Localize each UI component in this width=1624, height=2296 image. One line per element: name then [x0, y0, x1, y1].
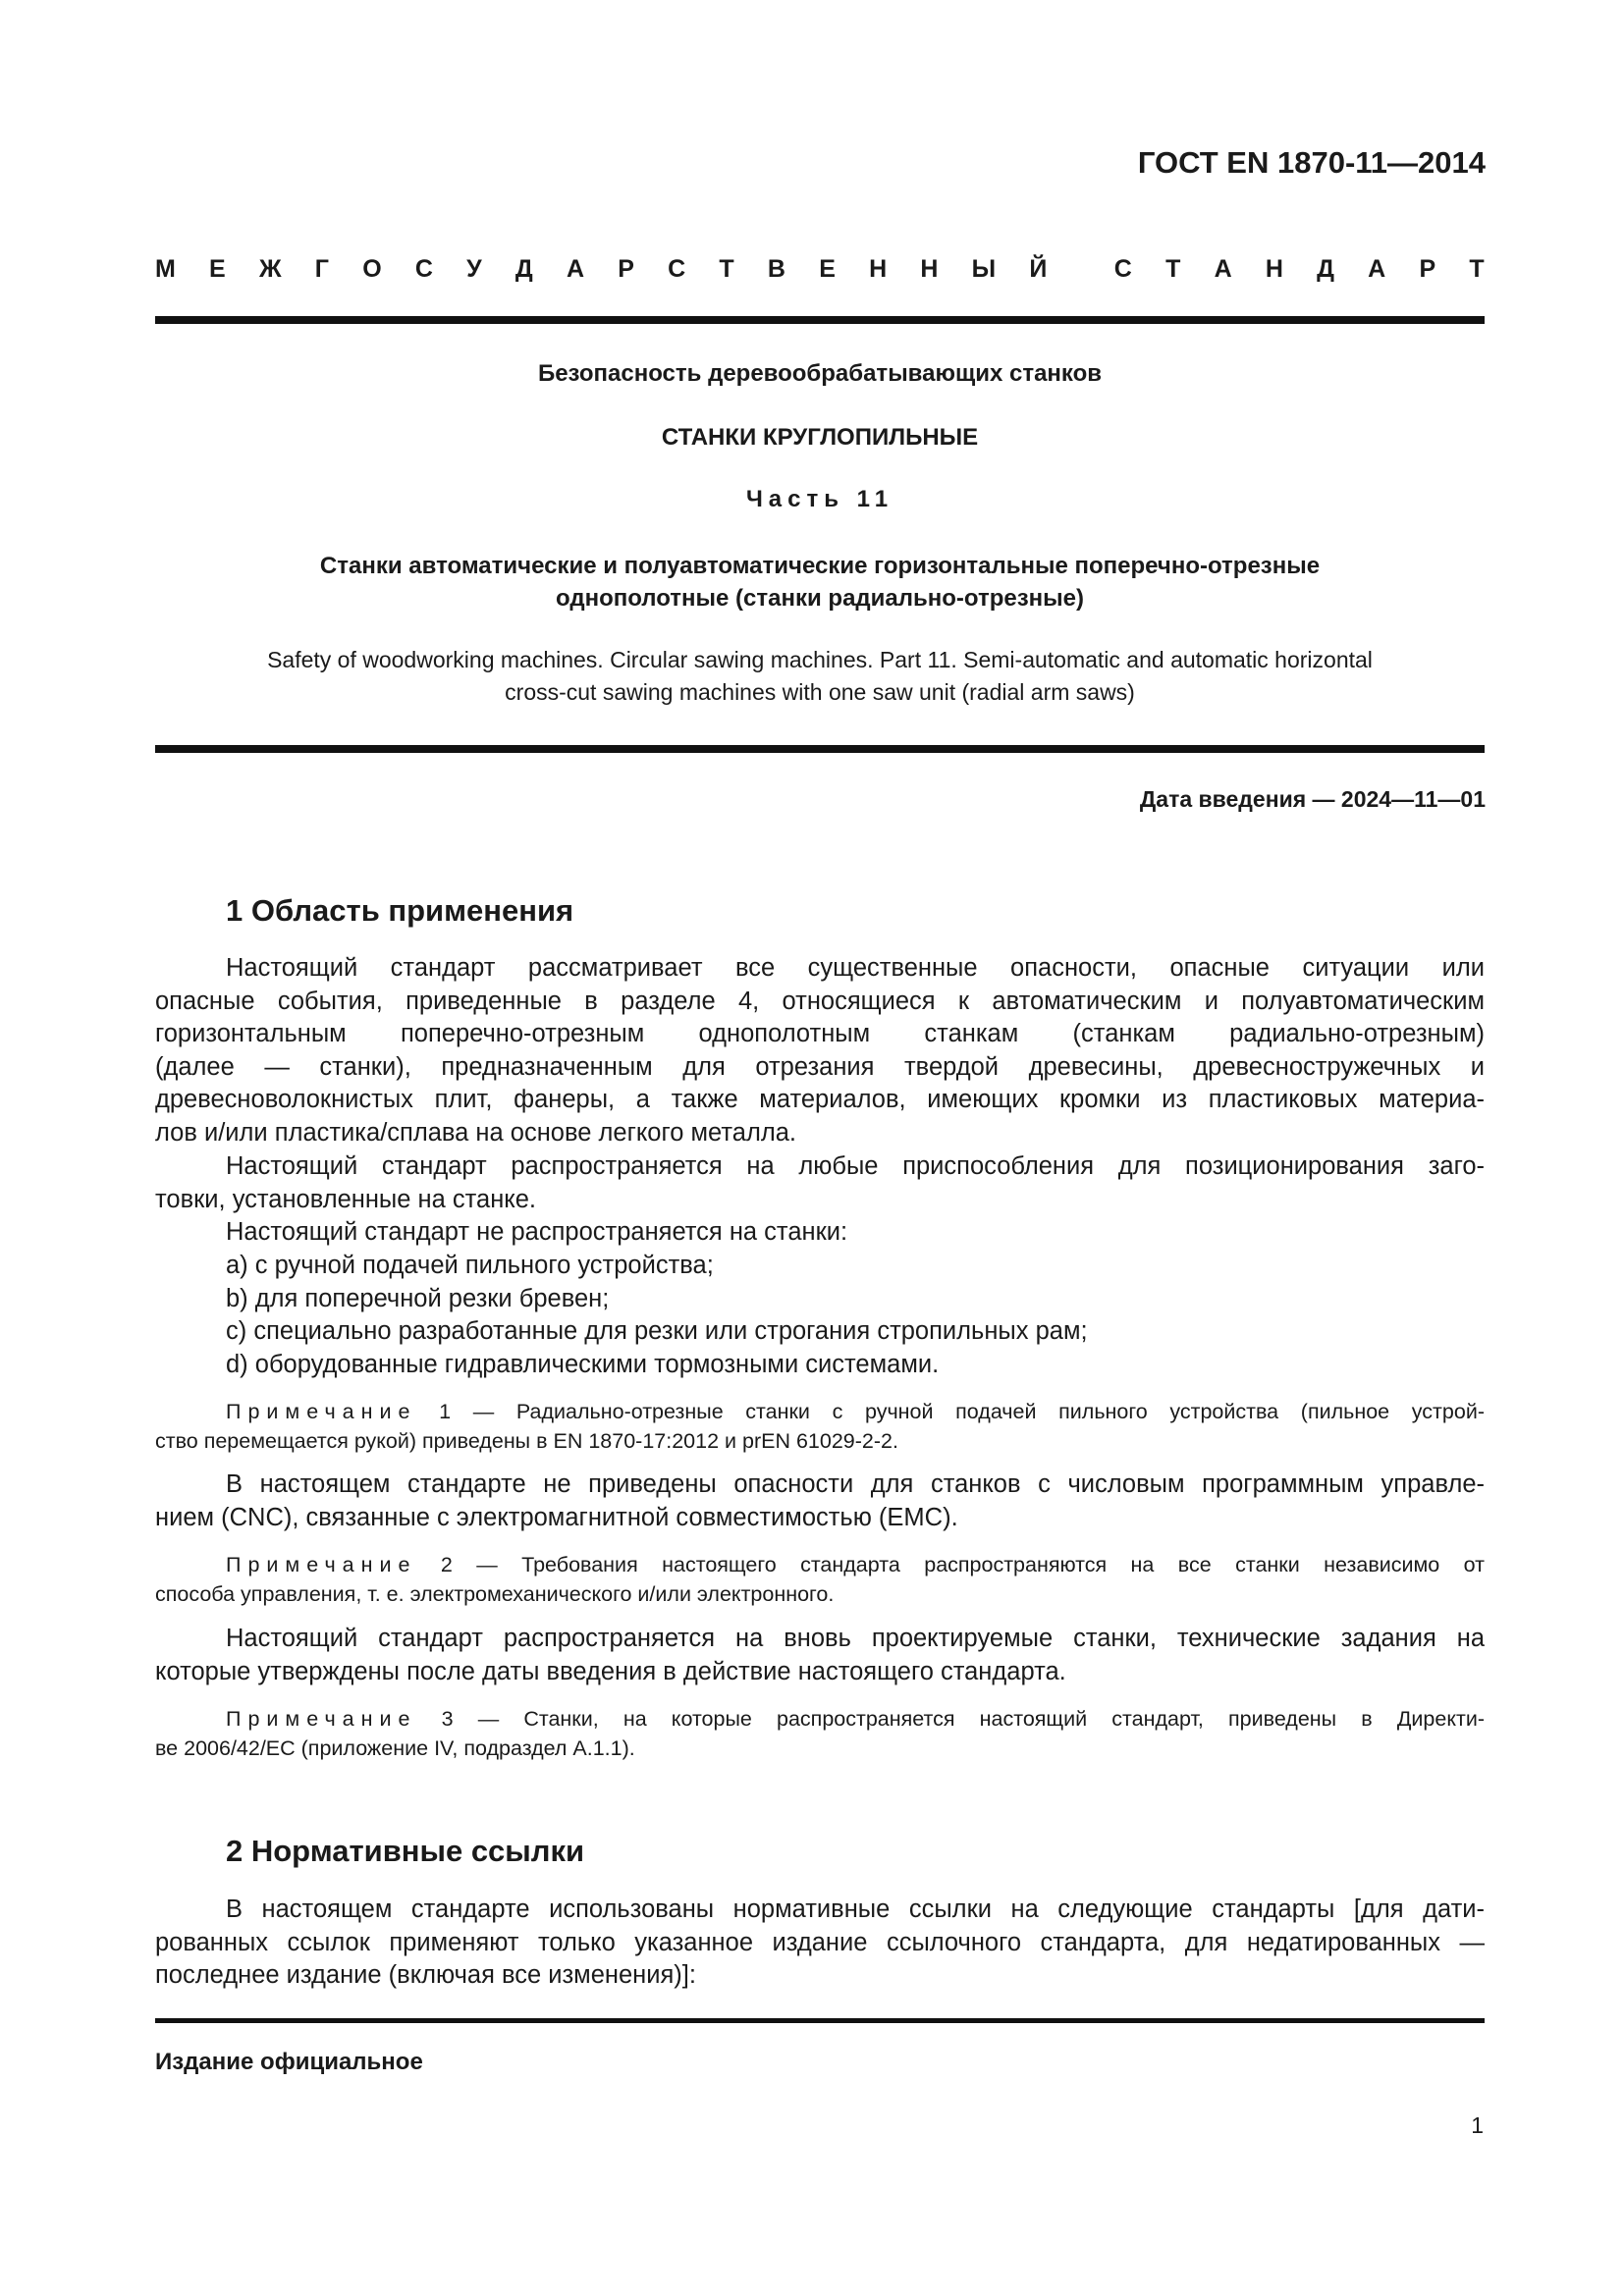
banner-letter: Ж	[258, 255, 282, 283]
banner-letter: А	[1214, 255, 1232, 283]
list-item: a) с ручной подачей пильного устройства;	[226, 1252, 714, 1279]
title-english-line: Safety of woodworking machines. Circular sawing machines. Part 11. Semi-automatic and automatic horizontal	[267, 647, 1373, 672]
banner-letter: А	[1368, 255, 1386, 283]
banner-letter: Т	[1469, 255, 1485, 283]
text-line: Настоящий стандарт распространяется на вновь проектируемые станки, технические задания на	[226, 1625, 1485, 1652]
section-1-heading: 1 Область применения	[226, 893, 574, 928]
text-line: Настоящий стандарт рассматривает все существенные опасности, опасные ситуации или	[226, 954, 1485, 982]
banner-letter: С	[668, 255, 686, 283]
section-2-heading: 2 Нормативные ссылки	[226, 1834, 585, 1868]
banner-letter: Н	[920, 255, 939, 283]
banner-letter: Й	[1029, 255, 1048, 283]
note-2	[155, 1550, 1485, 1609]
part-number: Часть 11	[745, 486, 894, 512]
title-english	[155, 644, 1485, 709]
text-line: (далее — станки), предназначенным для отрезания твердой древесины, древесностружечных и	[155, 1052, 1485, 1081]
note-text: 3 — Станки, на которые распространяется настоящий стандарт, приведены в Директи-	[416, 1707, 1485, 1731]
title-russian	[155, 550, 1485, 614]
banner-letter: Ы	[971, 255, 997, 283]
text-line: древесноволокнистых плит, фанеры, а также материалов, имеющих кромки из пластиковых материа-	[155, 1086, 1485, 1113]
title-divider	[155, 745, 1485, 753]
banner-letter: У	[466, 255, 482, 283]
text-line: горизонтальным поперечно-отрезным однополотным станкам (станкам радиально-отрезным)	[155, 1020, 1485, 1047]
text-line: лов и/или пластика/сплава на основе легкого металла.	[155, 1118, 796, 1147]
note-line	[155, 1397, 1485, 1426]
note-label: Примечание	[226, 1553, 417, 1576]
list-item: b) для поперечной резки бревен;	[226, 1284, 610, 1312]
note-text: 2 — Требования настоящего стандарта распространяются на все станки независимо от	[416, 1553, 1485, 1576]
machine-type-title: СТАНКИ КРУГЛОПИЛЬНЫЕ	[661, 424, 979, 451]
text-line: Настоящий стандарт распространяется на любые приспособления для позиционирования заго-	[226, 1152, 1485, 1180]
note-3	[155, 1704, 1485, 1763]
banner-letter: Е	[819, 255, 836, 283]
note-line	[155, 1704, 1485, 1734]
banner-letter: Н	[869, 255, 888, 283]
list-item: d) оборудованные гидравлическими тормозными системами.	[226, 1350, 940, 1378]
banner-letter: В	[767, 255, 785, 283]
text-line: рованных ссылок применяют только указанное издание ссылочного стандарта, для недатированных —	[155, 1928, 1485, 1956]
section-1-paragraph-4	[155, 1468, 1485, 1534]
banner-letter: Т	[719, 255, 734, 283]
exclusion-list	[155, 1250, 1485, 1381]
section-1-paragraph-5	[155, 1623, 1485, 1688]
banner-letter: Д	[1317, 255, 1334, 283]
banner-letter: М	[155, 255, 176, 283]
title-russian-line: Станки автоматические и полуавтоматические горизонтальные поперечно-отрезные	[319, 553, 1321, 579]
title-english-line: cross-cut sawing machines with one saw unit (radial arm saws)	[505, 679, 1135, 705]
banner-letter: Т	[1165, 255, 1181, 283]
footer-divider	[155, 2018, 1485, 2023]
text-line: которые утверждены после даты введения в действие настоящего стандарта.	[155, 1657, 1066, 1685]
banner-letter: С	[414, 255, 433, 283]
note-line: ве 2006/42/EC (приложение IV, подраздел A.1.1).	[155, 1736, 635, 1760]
introduction-date: Дата введения — 2024—11—01	[1139, 786, 1486, 812]
note-line: способа управления, т. е. электромеханического и/или электронного.	[155, 1582, 835, 1606]
banner-letter: Н	[1265, 255, 1283, 283]
text-line: товки, установленные на станке.	[155, 1185, 536, 1213]
section-1-paragraph-1	[155, 952, 1485, 1149]
banner-letter: О	[362, 255, 382, 283]
text-line: В настоящем стандарте не приведены опасности для станков с числовым программным управле-	[226, 1470, 1485, 1498]
section-2-paragraph-1	[155, 1894, 1485, 1993]
document-code: ГОСТ EN 1870-11—2014	[1137, 145, 1486, 180]
page-number: 1	[1471, 2112, 1484, 2138]
banner-letter: Е	[209, 255, 226, 283]
text-line: Настоящий стандарт не распространяется на станки:	[226, 1218, 848, 1246]
text-line: последнее издание (включая все изменения)]:	[155, 1961, 696, 1989]
section-1-paragraph-2	[155, 1150, 1485, 1216]
note-label: Примечание	[226, 1707, 417, 1731]
banner-letter: Р	[1419, 255, 1436, 283]
note-line: ство перемещается рукой) приведены в EN 1870-17:2012 и prEN 61029-2-2.	[155, 1429, 898, 1453]
banner-letter: С	[1113, 255, 1132, 283]
banner-letter: А	[566, 255, 585, 283]
note-line	[155, 1550, 1485, 1579]
top-divider	[155, 316, 1485, 324]
text-line: нием (CNC), связанные с электромагнитной совместимостью (EMC).	[155, 1503, 958, 1531]
list-item: c) специально разработанные для резки или строгания стропильных рам;	[226, 1317, 1088, 1345]
text-line: В настоящем стандарте использованы нормативные ссылки на следующие стандарты [для дати-	[226, 1896, 1485, 1923]
text-line: опасные события, приведенные в разделе 4, относящиеся к автоматическим и полуавтоматическим	[155, 987, 1485, 1015]
note-text: 1 — Радиально-отрезные станки с ручной подачей пильного устройства (пильное устрой-	[416, 1400, 1485, 1423]
banner-letter: Д	[514, 255, 533, 283]
section-1-paragraph-3	[155, 1216, 1485, 1250]
official-edition-label: Издание официальное	[155, 2049, 423, 2075]
interstate-standard-banner	[155, 255, 1485, 284]
note-label: Примечание	[226, 1400, 417, 1423]
banner-letter: Р	[618, 255, 634, 283]
banner-letter: Г	[314, 255, 329, 283]
note-1	[155, 1397, 1485, 1456]
title-russian-line: однополотные (станки радиально-отрезные)	[556, 585, 1084, 612]
standard-subject: Безопасность деревообрабатывающих станков	[537, 360, 1103, 387]
